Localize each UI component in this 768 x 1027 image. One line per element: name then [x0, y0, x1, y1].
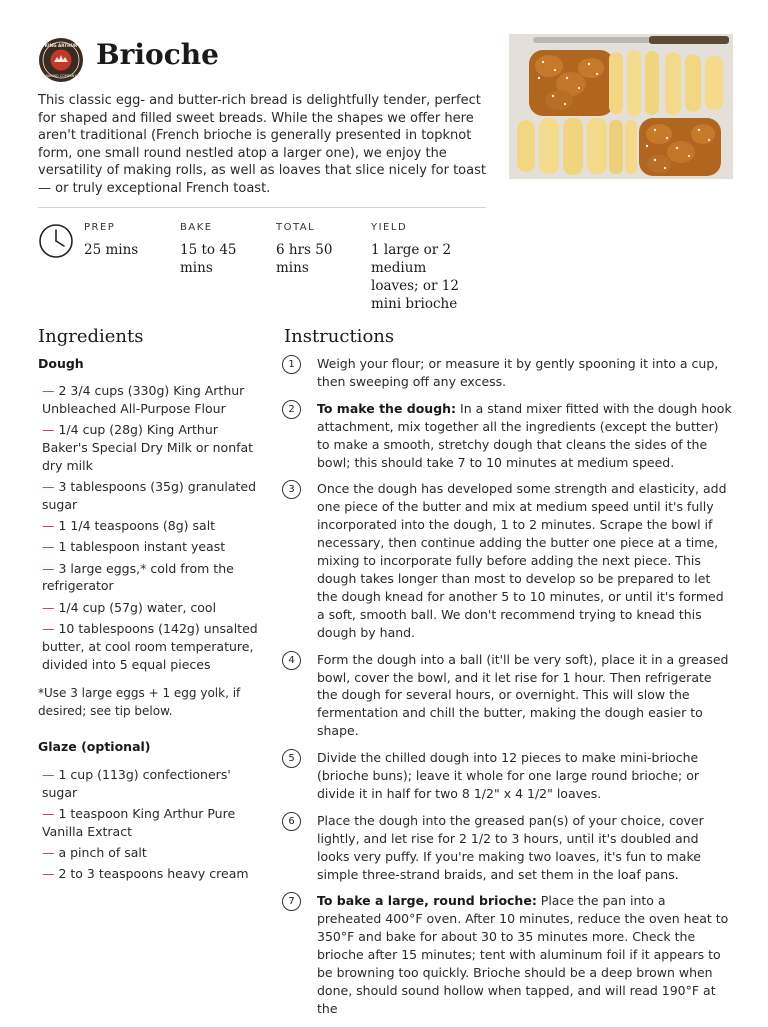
dough-ingredient-list [38, 382, 266, 677]
stat-prep [84, 222, 174, 259]
step-number: 7 [282, 892, 301, 911]
ingredient-item: — 1 tablespoon instant yeast [42, 539, 226, 555]
instruction-step: 7 To bake a large, round brioche: Place the pan into a preheated 400°F oven. After 10 minutes, reduce the oven heat to 350°F and bake for about 30 to 35 minutes more. Check the brioche after 15 minutes; tent with aluminum foil if it appears to be browning too quickly. Brioche should be a deep brown when done, should sound hollow when tapped, and will read 190°F at the [282, 892, 732, 1017]
ingredient-item: — 3 large eggs,* cold from the refrigerator [42, 560, 234, 594]
stat-yield [371, 222, 471, 313]
egg-note: *Use 3 large eggs + 1 egg yolk, if desired; see tip below. [38, 686, 241, 718]
brand-logo [38, 37, 84, 83]
stat-value: 15 to 45 mins [180, 242, 237, 276]
step-number: 3 [282, 480, 301, 499]
brioche-photo [509, 34, 733, 179]
ingredient-item: — a pinch of salt [42, 845, 147, 861]
instruction-step: 1 Weigh your flour; or measure it by gently spooning it into a cup, then sweeping off any excess. [282, 355, 732, 391]
instruction-steps [282, 355, 732, 1027]
ingredient-item: — 1/4 cup (28g) King Arthur Baker's Special Dry Milk or nonfat dry milk [42, 422, 254, 473]
page-title: Brioche [96, 38, 219, 71]
step-number: 2 [282, 400, 301, 419]
stat-label: BAKE [180, 222, 213, 233]
instruction-step: 5 Divide the chilled dough into 12 pieces to make mini-brioche (brioche buns); leave it whole for one large round brioche; or divide it in half for two 8 1/2" x 4 1/2" loaves. [282, 749, 732, 803]
instructions-heading: Instructions [284, 326, 395, 347]
step-number: 4 [282, 651, 301, 670]
stat-total [276, 222, 360, 277]
intro-paragraph: This classic egg- and butter-rich bread is delightfully tender, perfect for shaped and filled sweet breads. While the shapes we offer here aren't traditional (French brioche is generally presented in topknot form, one small round nestled atop a larger one), we enjoy the versatility of making rolls, as well as loaves that slice nicely for toast — or truly exceptional French toast. [38, 93, 486, 196]
instruction-step: 6 Place the dough into the greased pan(s) of your choice, cover lightly, and let rise for 2 1/2 to 3 hours, until it's doubled and looks very puffy. If you're making two loaves, it's fun to make simple three-strand braids, and set them in the loaf pans. [282, 812, 732, 884]
stat-label: TOTAL [276, 222, 316, 233]
instruction-step: 2 To make the dough: In a stand mixer fitted with the dough hook attachment, mix together all the ingredients (except the butter) to make a smooth, stretchy dough that cleans the sides of the bowl; this should take 7 to 10 minutes at medium speed. [282, 400, 732, 472]
ingredients-heading: Ingredients [38, 326, 144, 347]
step-number: 6 [282, 812, 301, 831]
step-number: 1 [282, 355, 301, 374]
stat-bake [180, 222, 262, 277]
clock-icon [38, 223, 74, 259]
ingredient-item: — 1 1/4 teaspoons (8g) salt [42, 518, 216, 534]
stat-value: 1 large or 2 medium loaves; or 12 mini brioche [371, 242, 459, 312]
section-divider [38, 207, 486, 208]
stat-label: YIELD [371, 222, 408, 233]
glaze-heading: Glaze (optional) [38, 739, 151, 754]
ingredient-item: — 1/4 cup (57g) water, cool [42, 599, 217, 615]
ingredient-item: — 2 to 3 teaspoons heavy cream [42, 866, 249, 882]
logo-text-bottom: BAKING COMPANY [45, 74, 77, 78]
dough-heading: Dough [38, 356, 84, 371]
logo-text-top: KING ARTHUR [44, 43, 78, 48]
ingredient-item: — 10 tablespoons (142g) unsalted butter, at cool room temperature, divided into 5 equal pieces [42, 621, 258, 672]
step-number: 5 [282, 749, 301, 768]
ingredient-item: — 2 3/4 cups (330g) King Arthur Unbleached All-Purpose Flour [42, 383, 245, 416]
stat-label: PREP [84, 222, 116, 233]
stat-value: 25 mins [84, 242, 139, 258]
glaze-ingredient-list [38, 766, 266, 887]
instruction-step: 3 Once the dough has developed some strength and elasticity, add one piece of the butter and mix at medium speed until it's fully incorporated into the dough, 1 to 2 minutes. Scrape the bowl if necessary, then continue adding the butter one piece at a time, mixing to incorporate fully before adding the next piece. This dough takes longer than most to develop so be prepared to let the dough knead for another 5 to 10 minutes, or until it's formed a soft, smooth ball. We don't recommend trying to knead this dough by hand. [282, 480, 732, 641]
stat-value: 6 hrs 50 mins [276, 242, 333, 276]
ingredient-item: — 3 tablespoons (35g) granulated sugar [42, 478, 257, 512]
ingredient-item: — 1 teaspoon King Arthur Pure Vanilla Extract [42, 806, 236, 839]
instruction-step: 4 Form the dough into a ball (it'll be very soft), place it in a greased bowl, cover the bowl, and it let rise for 1 hour. Then refrigerate the dough for several hours, or overnight. This will slow the fermentation and chill the butter, making the dough easier to shape. [282, 651, 732, 741]
ingredient-item: — 1 cup (113g) confectioners' sugar [42, 767, 231, 800]
